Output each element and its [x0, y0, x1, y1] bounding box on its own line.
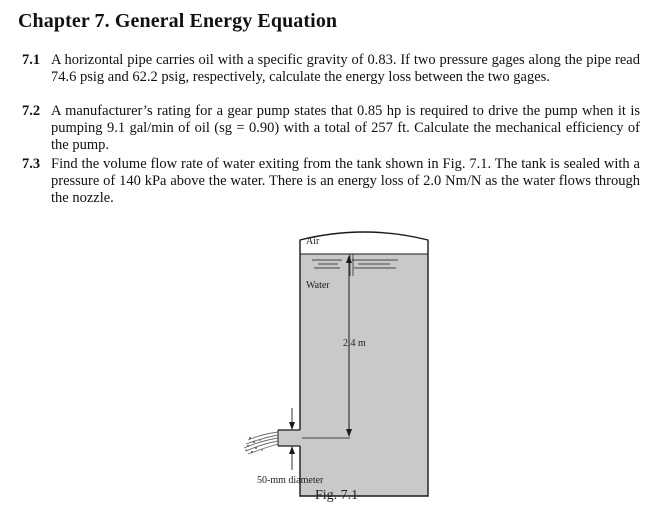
tank-figure — [240, 222, 440, 512]
problem-7-1 — [22, 52, 640, 86]
diameter-label: 50-mm diameter — [257, 475, 324, 486]
diameter-arrow-top — [289, 422, 295, 430]
problem-text: A manufacturer’s rating for a gear pump states that 0.85 hp is required to drive the pump when it is pumping 9.1 gal/min of oil (sg = 0.90) with a total of 257 ft. Calculate the mechanical efficiency of the pump. — [51, 103, 640, 153]
water-label: Water — [306, 280, 330, 291]
problem-number: 7.3 — [22, 156, 41, 172]
water-jet — [244, 432, 278, 454]
chapter-title: Chapter 7. General Energy Equation — [18, 10, 338, 32]
tank-diagram — [240, 222, 440, 512]
diameter-arrow-bottom — [289, 446, 295, 454]
figure-caption: Fig. 7.1 — [315, 488, 359, 503]
problem-text: A horizontal pipe carries oil with a specific gravity of 0.83. If two pressure gages along the pipe read 74.6 psig and 62.2 psig, respectively, calculate the energy loss between the two gages. — [51, 52, 640, 85]
problem-text: Find the volume flow rate of water exiting from the tank shown in Fig. 7.1. The tank is sealed with a pressure of 140 kPa above the water. There is an energy loss of 2.0 Nm/N as the water flows through the nozzle. — [51, 156, 640, 206]
problem-7-3 — [22, 156, 640, 206]
problem-number: 7.1 — [22, 52, 41, 68]
problem-number: 7.2 — [22, 103, 41, 119]
air-label: Air — [306, 236, 320, 247]
height-label: 2.4 m — [343, 338, 366, 349]
problem-7-2 — [22, 103, 640, 153]
